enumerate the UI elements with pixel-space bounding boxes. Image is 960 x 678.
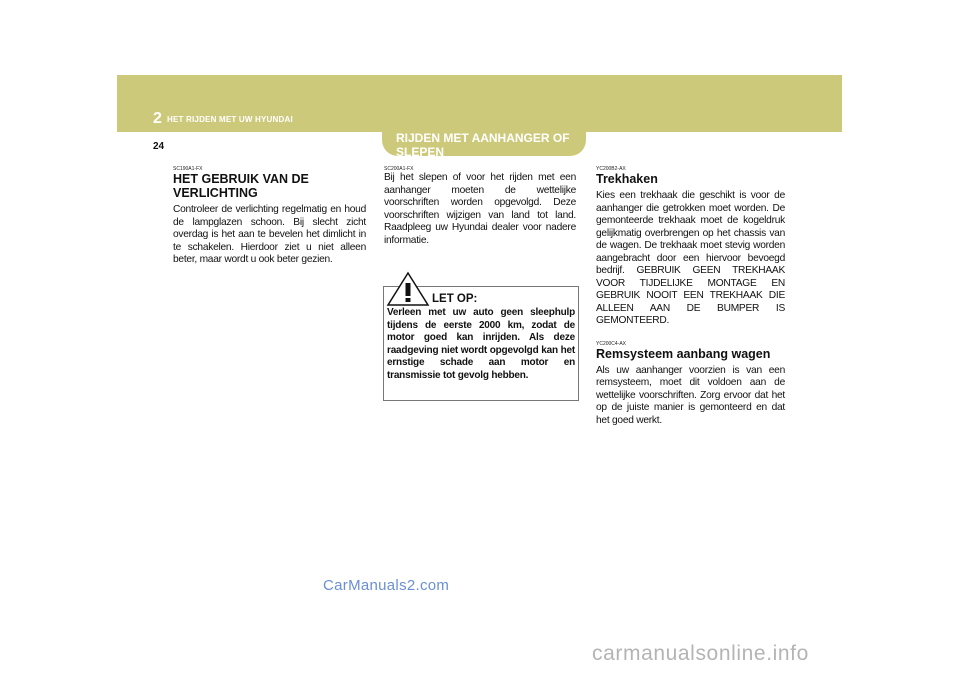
- warning-triangle-icon: [384, 271, 432, 307]
- warning-title: LET OP:: [432, 293, 478, 305]
- page-number: 24: [153, 141, 165, 152]
- chapter-number: 2: [153, 110, 162, 127]
- section-code: SC200A1-FX: [384, 166, 414, 172]
- watermark-text: carmanualsonline.info: [592, 642, 809, 665]
- chapter-title: HET RIJDEN MET UW HYUNDAI: [167, 115, 293, 124]
- section-text: Controleer de verlichting regelmatig en houd de lampglazen schoon. Bij slecht zicht overdag is het aan te bevelen het dimlicht in te schakelen. Hierdoor ziet u niet alleen beter, maar wordt u ook beter gezien.: [173, 204, 366, 265]
- warning-box: [383, 286, 579, 401]
- section-code: SC190A1-FX: [173, 166, 203, 172]
- watermark-link[interactable]: CarManuals2.com: [323, 577, 450, 594]
- section-text: Als uw aanhanger voorzien is van een remsysteem, moet dit voldoen aan de wettelijke voorschriften. Zorg ervoor dat het op de juiste manier is gemonteerd en dat het goed werkt.: [596, 364, 785, 426]
- left-column: [173, 166, 366, 267]
- section-text: Kies een trekhaak die geschikt is voor de aanhanger die getrokken moet worden. De gemonteerde trekhaak moet de kogeldruk gelijkmatig overbrengen op het chassis van de wagen. De trekhaak moet stevig worden aangebracht door een hiervoor bevoegd bedrijf. GEBRUIK GEEN TREKHAAK VOOR TIJDELIJKE MONTAGE EN GEBRUIK NOOIT EEN TREKHAAK DIE ALLEEN AAN DE BUMPER IS GEMONTEERD.: [596, 190, 785, 326]
- section-code: YC200B2-AX: [596, 166, 626, 172]
- section-text: Bij het slepen of voor het rijden met een aanhanger moeten de wettelijke voorschriften worden opgevolgd. Deze voorschriften wijzigen van land tot land. Raadpleeg uw Hyundai dealer voor nadere informatie.: [384, 172, 576, 246]
- middle-column: [384, 166, 576, 247]
- section-heading: HET GEBRUIK VAN DE VERLICHTING: [173, 172, 309, 200]
- section-code: YC200C4-AX: [596, 340, 627, 347]
- warning-text: Verleen met uw auto geen sleephulp tijdens de eerste 2000 km, zodat de motor goed kan inrijden. Als deze raadgeving niet wordt opgevolgd kan het ernstige schade aan motor en transmissie tot gevolg hebben.: [387, 307, 575, 381]
- right-column: [596, 166, 785, 427]
- section-title: RIJDEN MET AANHANGER OF SLEPEN: [396, 131, 570, 159]
- section-heading: Remsysteem aanbang wagen: [596, 346, 771, 361]
- section-heading: Trekhaken: [596, 172, 658, 186]
